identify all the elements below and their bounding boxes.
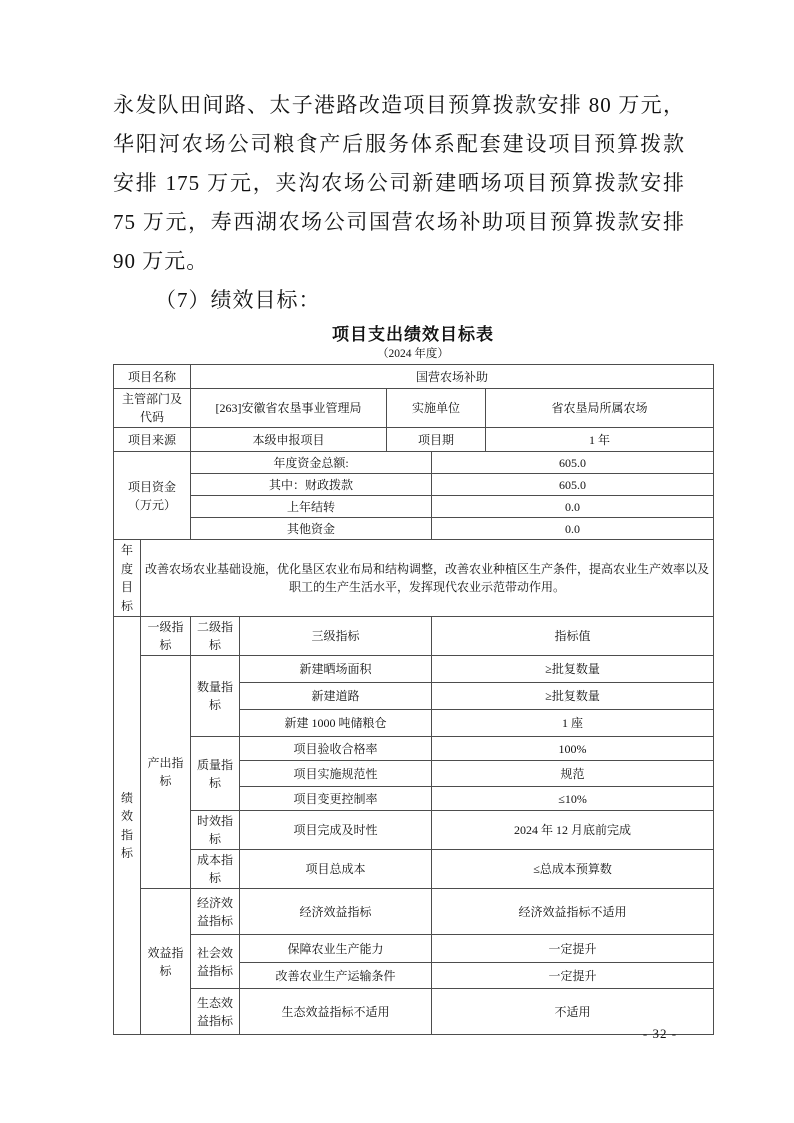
group-economic: 经济效益指标 xyxy=(191,889,240,935)
annual-goal-text: 改善农场农业基础设施，优化垦区农业布局和结构调整，改善农业种植区生产条件，提高农业生产效率以及职工的生产生活水平，发挥现代农业示范带动作用。 xyxy=(141,540,714,617)
indicator-name: 项目验收合格率 xyxy=(240,737,432,761)
project-name-label: 项目名称 xyxy=(114,365,191,389)
funds-label: 项目资金（万元） xyxy=(114,452,191,540)
implement-unit-value: 省农垦局所属农场 xyxy=(486,389,714,428)
funds-other-value: 0.0 xyxy=(432,518,714,540)
indicator-name: 项目实施规范性 xyxy=(240,761,432,787)
indicators-side-label xyxy=(114,617,141,1035)
indicator-value: 1 座 xyxy=(432,710,714,737)
indicator-name: 项目变更控制率 xyxy=(240,787,432,811)
indicator-value: ≥批复数量 xyxy=(432,683,714,710)
period-label: 项目期 xyxy=(387,428,486,452)
table-row xyxy=(114,474,714,496)
body-paragraph xyxy=(113,86,685,281)
group-quality: 质量指标 xyxy=(191,737,240,811)
paragraph-line: 75 万元，寿西湖农场公司国营农场补助项目预算拨款安排 xyxy=(113,210,685,234)
table-row xyxy=(114,496,714,518)
department-label: 主管部门及代码 xyxy=(114,389,191,428)
indicator-value: ≥批复数量 xyxy=(432,656,714,683)
paragraph-line: 90 万元。 xyxy=(113,249,209,273)
funds-carryover-label: 上年结转 xyxy=(191,496,432,518)
table-row xyxy=(114,656,714,683)
indicator-value: 不适用 xyxy=(432,989,714,1035)
indicator-value: 一定提升 xyxy=(432,963,714,989)
indicator-name: 新建晒场面积 xyxy=(240,656,432,683)
department-value: [263]安徽省农垦事业管理局 xyxy=(191,389,387,428)
table-row xyxy=(114,389,714,428)
header-level1: 一级指标 xyxy=(141,617,191,656)
indicator-value: 一定提升 xyxy=(432,935,714,963)
table-row xyxy=(114,811,714,850)
header-level3: 三级指标 xyxy=(240,617,432,656)
group-ecological: 生态效益指标 xyxy=(191,989,240,1035)
project-name-value: 国营农场补助 xyxy=(191,365,714,389)
page-number: - 32 - xyxy=(642,1026,678,1041)
table-row xyxy=(114,850,714,889)
paragraph-line: 华阳河农场公司粮食产后服务体系配套建设项目预算拨款 xyxy=(113,132,685,156)
indicator-name: 经济效益指标 xyxy=(240,889,432,935)
indicator-name: 新建道路 xyxy=(240,683,432,710)
table-row xyxy=(114,889,714,935)
funds-fiscal-label: 其中：财政拨款 xyxy=(191,474,432,496)
indicator-value: 100% xyxy=(432,737,714,761)
table-row xyxy=(114,737,714,761)
indicator-name: 保障农业生产能力 xyxy=(240,935,432,963)
group-timeliness: 时效指标 xyxy=(191,811,240,850)
indicator-name: 新建 1000 吨储粮仓 xyxy=(240,710,432,737)
funds-fiscal-value: 605.0 xyxy=(432,474,714,496)
period-value: 1 年 xyxy=(486,428,714,452)
group-social: 社会效益指标 xyxy=(191,935,240,989)
source-value: 本级申报项目 xyxy=(191,428,387,452)
table-row xyxy=(114,935,714,963)
page-content xyxy=(113,86,713,1035)
header-value: 指标值 xyxy=(432,617,714,656)
indicators-side-label-text: 绩效指标 xyxy=(120,790,133,861)
source-label: 项目来源 xyxy=(114,428,191,452)
annual-goal-label xyxy=(114,540,141,617)
indicator-name: 生态效益指标不适用 xyxy=(240,989,432,1035)
funds-total-label: 年度资金总额: xyxy=(191,452,432,474)
funds-carryover-value: 0.0 xyxy=(432,496,714,518)
header-level2: 二级指标 xyxy=(191,617,240,656)
table-subtitle: （2024 年度） xyxy=(377,348,449,360)
indicator-value: ≤10% xyxy=(432,787,714,811)
table-title: 项目支出绩效目标表 xyxy=(332,325,494,344)
indicator-value: 规范 xyxy=(432,761,714,787)
group-output: 产出指标 xyxy=(141,656,191,889)
table-row xyxy=(114,518,714,540)
funds-other-label: 其他资金 xyxy=(191,518,432,540)
annual-goal-label-text: 年度目标 xyxy=(120,543,133,613)
indicator-name: 改善农业生产运输条件 xyxy=(240,963,432,989)
indicator-value: 经济效益指标不适用 xyxy=(432,889,714,935)
indicator-value: ≤总成本预算数 xyxy=(432,850,714,889)
implement-unit-label: 实施单位 xyxy=(387,389,486,428)
group-cost: 成本指标 xyxy=(191,850,240,889)
table-row xyxy=(114,452,714,474)
paragraph-line: 安排 175 万元，夹沟农场公司新建晒场项目预算拨款安排 xyxy=(113,171,685,195)
funds-total-value: 605.0 xyxy=(432,452,714,474)
table-row xyxy=(114,540,714,617)
group-benefit: 效益指标 xyxy=(141,889,191,1035)
indicator-name: 项目完成及时性 xyxy=(240,811,432,850)
section-heading: （7）绩效目标： xyxy=(155,288,321,312)
indicator-name: 项目总成本 xyxy=(240,850,432,889)
performance-target-table xyxy=(113,364,714,1035)
table-row xyxy=(114,617,714,656)
table-row xyxy=(114,428,714,452)
group-quantity: 数量指标 xyxy=(191,656,240,737)
paragraph-line: 永发队田间路、太子港路改造项目预算拨款安排 80 万元， xyxy=(113,93,685,117)
table-row xyxy=(114,365,714,389)
indicator-value: 2024 年 12 月底前完成 xyxy=(432,811,714,850)
